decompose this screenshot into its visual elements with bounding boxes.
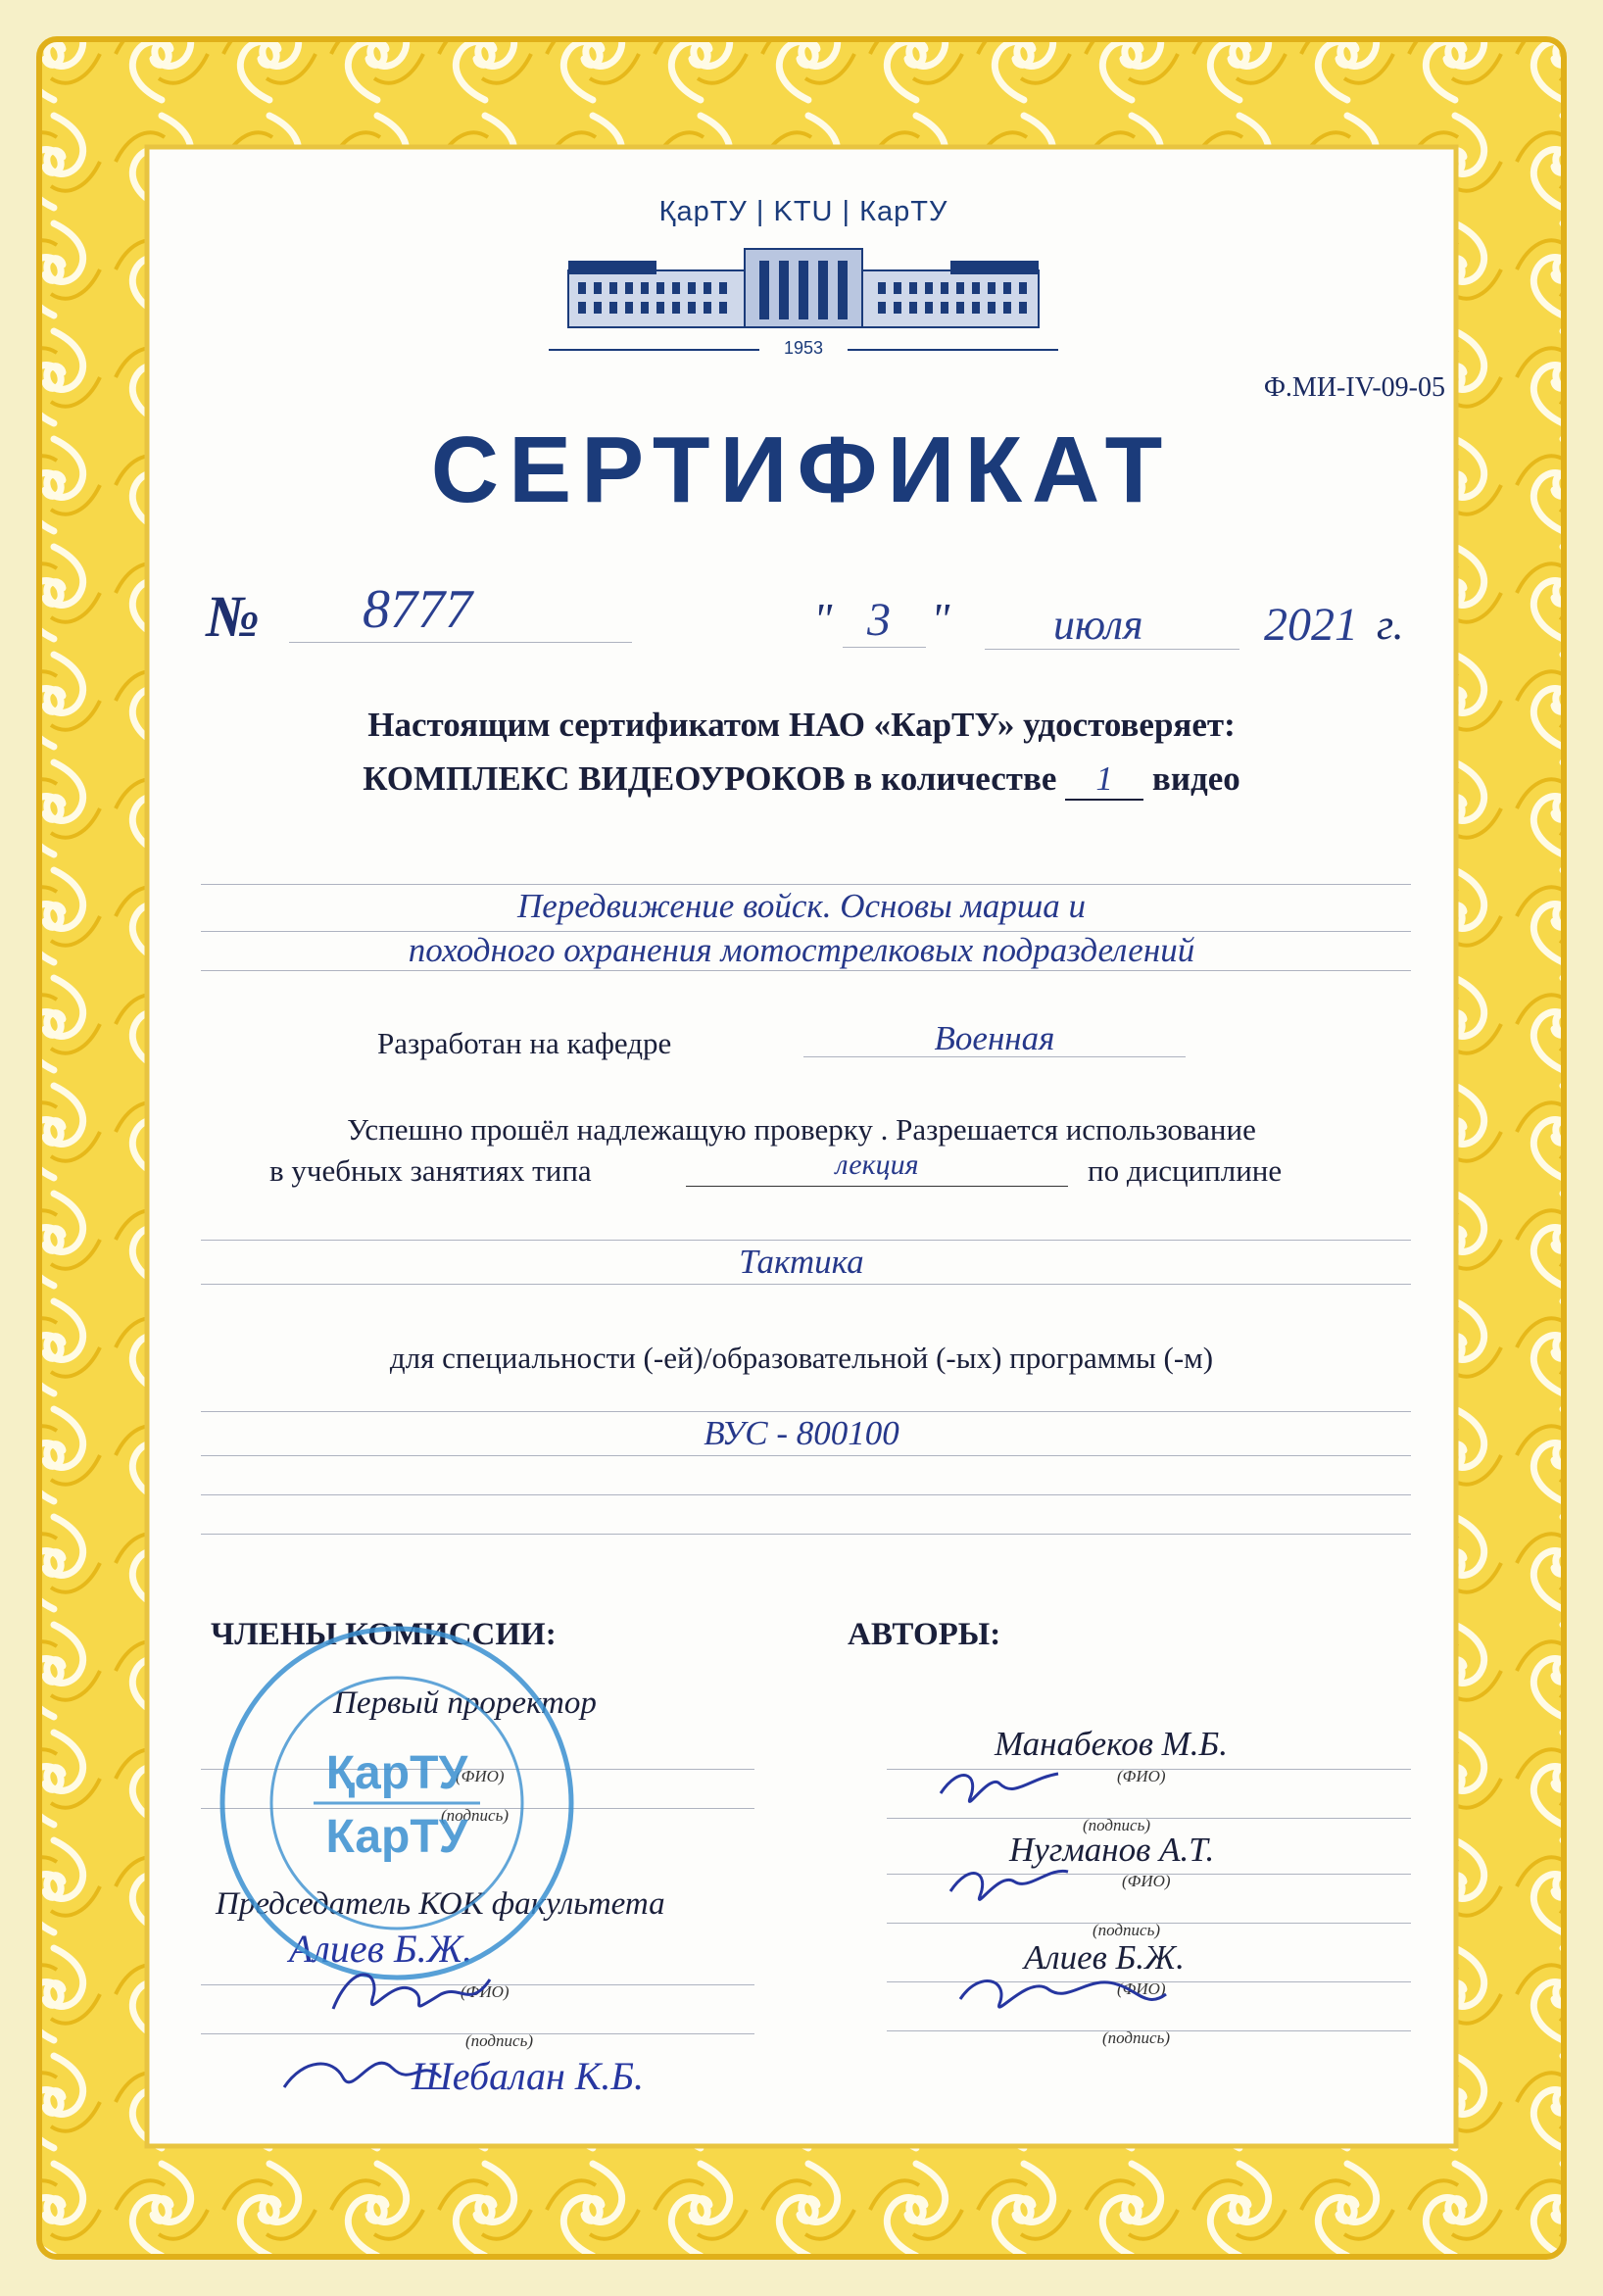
topic-line-1: Передвижение войск. Основы марша и (516, 887, 1087, 925)
lesson-type-underline (686, 1186, 1068, 1187)
topic-line-2: походного охранения мотострелковых подразделений (408, 931, 1195, 969)
rule (201, 1534, 1411, 1535)
authors-heading: АВТОРЫ: (848, 1617, 1001, 1652)
author-1: Манабеков М.Б. (995, 1725, 1228, 1763)
verification-suffix: по дисциплине (1088, 1153, 1283, 1188)
verification-prefix: в учебных занятиях типа (269, 1153, 592, 1188)
rule (201, 884, 1411, 885)
date-year-suffix: г. (1377, 601, 1404, 649)
number-underline (289, 642, 632, 643)
commission-heading: ЧЛЕНЫ КОМИССИИ: (211, 1617, 557, 1652)
date-year: 2021 (1264, 599, 1358, 651)
sign-label: (подпись) (1083, 1816, 1150, 1834)
handwritten-member-name: Шебалан К.Б. (412, 2054, 644, 2098)
program-label: для специальности (-ей)/образовательной (-ых) программы (-м) (389, 1341, 1214, 1375)
author-signatures (921, 1754, 1333, 2077)
number-label: № (206, 584, 260, 649)
rule (201, 1240, 1411, 1241)
rule (201, 1411, 1411, 1412)
department-label: Разработан на кафедре (377, 1026, 672, 1060)
commission-role-2: Председатель КОК факультета (216, 1886, 665, 1922)
logo-caption: ҚарТУ | KTU | КарТУ (658, 196, 948, 227)
date-quote-open: " (813, 594, 833, 644)
statement-line-2 (147, 759, 1456, 801)
lesson-type: лекция (835, 1148, 919, 1181)
verification-line-1: Успешно прошёл надлежащую проверку . Разрешается использование (347, 1112, 1256, 1147)
department-value: Военная (934, 1019, 1055, 1057)
statement-line-1: Настоящим сертификатом НАО «КарТУ» удостоверяет: (367, 706, 1236, 744)
month-underline (985, 649, 1239, 650)
day-underline (843, 647, 926, 648)
fio-label: (ФИО) (1117, 1767, 1166, 1785)
handwritten-chair-name: Алиев Б.Ж. (289, 1927, 473, 1971)
rule (201, 1284, 1411, 1285)
date-day: 3 (867, 594, 891, 646)
rule (201, 970, 1411, 971)
statement-prefix: КОМПЛЕКС ВИДЕОУРОКОВ в количестве (363, 759, 1057, 798)
commission-signatures (274, 1940, 627, 2117)
statement-suffix: видео (1151, 759, 1240, 798)
rule (201, 1494, 1411, 1495)
fio-label: (ФИО) (461, 1982, 510, 2001)
logo-year: 1953 (783, 338, 824, 358)
sign-label: (подпись) (1102, 2028, 1170, 2047)
form-code: Ф.МИ-IV-09-05 (1263, 372, 1445, 403)
author-2: Нугманов А.Т. (1009, 1831, 1215, 1869)
commission-role-1: Первый проректор (333, 1685, 597, 1721)
university-building-logo (559, 241, 1048, 329)
fio-label: (ФИО) (1122, 1872, 1171, 1890)
program-value: ВУС - 800100 (704, 1414, 899, 1452)
department-underline (803, 1056, 1186, 1057)
discipline-value: Тактика (739, 1243, 864, 1281)
video-count: 1 (1065, 759, 1143, 801)
certificate-title: СЕРТИФИКАТ (430, 417, 1173, 522)
stamp-top-text: ҚарТУ (325, 1747, 468, 1799)
fio-label: (ФИО) (1117, 1979, 1166, 1998)
date-month: июля (1053, 601, 1143, 649)
fio-label: (ФИО) (456, 1767, 505, 1785)
stamp-bottom-text: КарТУ (325, 1811, 468, 1863)
rule (201, 1455, 1411, 1456)
date-quote-close: " (931, 594, 950, 644)
author-3: Алиев Б.Ж. (1024, 1938, 1185, 1977)
certificate-number: 8777 (363, 579, 472, 640)
university-stamp (211, 1617, 583, 1989)
sign-label: (подпись) (465, 2031, 533, 2050)
sign-label: (подпись) (441, 1806, 509, 1825)
sign-label: (подпись) (1093, 1921, 1160, 1939)
